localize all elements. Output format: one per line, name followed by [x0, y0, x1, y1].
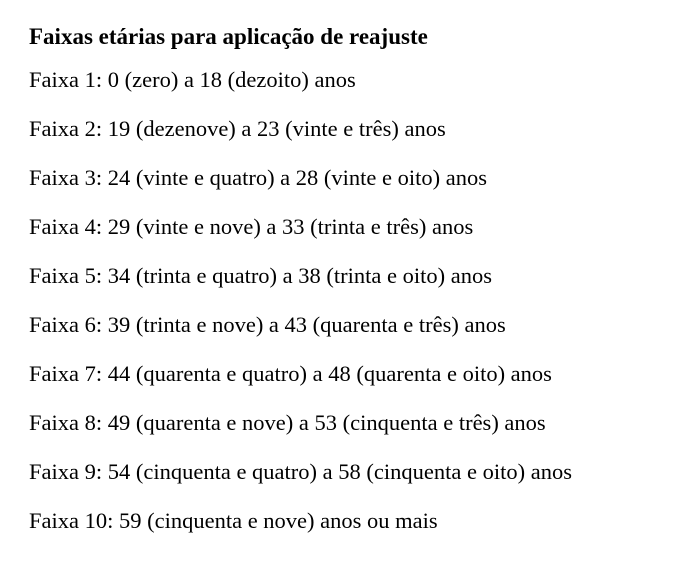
age-range-7: Faixa 7: 44 (quarenta e quatro) a 48 (quarenta e oito) anos: [29, 361, 552, 386]
age-range-4: Faixa 4: 29 (vinte e nove) a 33 (trinta e três) anos: [29, 214, 474, 239]
document-title: Faixas etárias para aplicação de reajuste: [29, 24, 428, 49]
age-range-10: Faixa 10: 59 (cinquenta e nove) anos ou mais: [29, 508, 438, 533]
age-range-9: Faixa 9: 54 (cinquenta e quatro) a 58 (cinquenta e oito) anos: [29, 459, 572, 484]
age-range-1: Faixa 1: 0 (zero) a 18 (dezoito) anos: [29, 67, 356, 92]
age-range-2: Faixa 2: 19 (dezenove) a 23 (vinte e três) anos: [29, 116, 446, 141]
age-range-5: Faixa 5: 34 (trinta e quatro) a 38 (trinta e oito) anos: [29, 263, 492, 288]
age-range-list: [29, 66, 669, 535]
age-range-8: Faixa 8: 49 (quarenta e nove) a 53 (cinquenta e três) anos: [29, 410, 546, 435]
age-range-3: Faixa 3: 24 (vinte e quatro) a 28 (vinte e oito) anos: [29, 165, 487, 190]
age-range-6: Faixa 6: 39 (trinta e nove) a 43 (quarenta e três) anos: [29, 312, 506, 337]
document-body: [29, 20, 669, 556]
